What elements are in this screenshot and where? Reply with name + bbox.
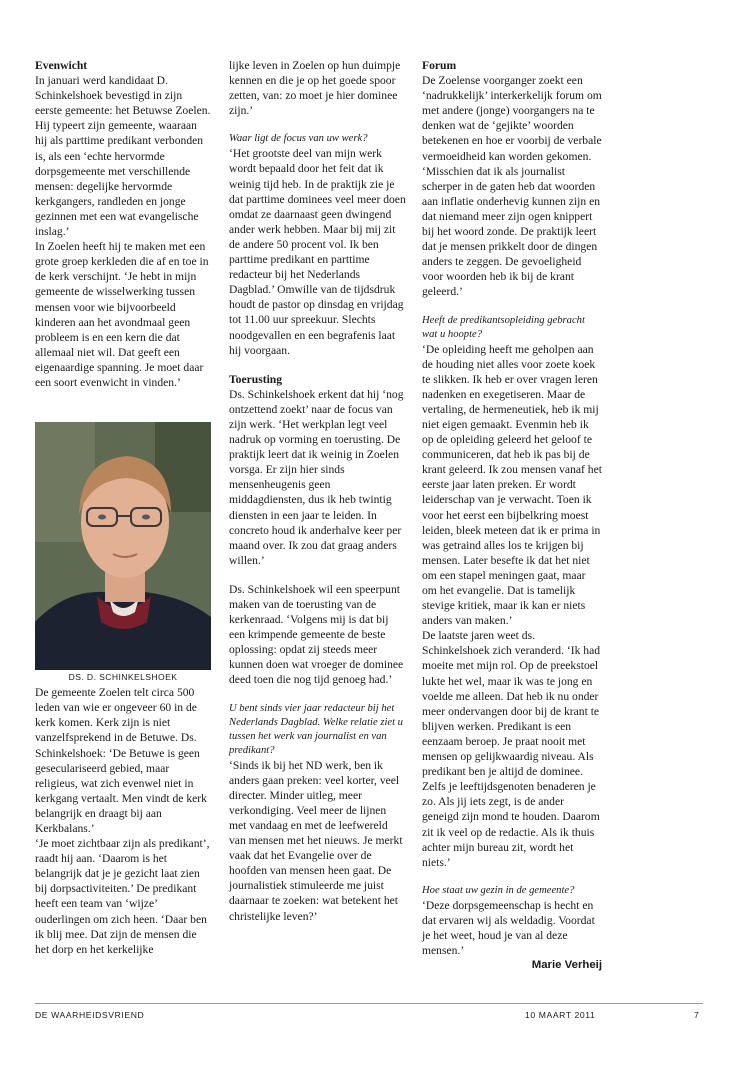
portrait-photo <box>35 422 211 670</box>
interview-question: U bent sinds vier jaar redacteur bij het Nederlands Dagblad. Welke relatie ziet u tussen het werk van journalist en van predikant? <box>229 702 403 756</box>
paragraph: ‘De opleiding heeft me geholpen aan de houding niet alles voor zoete koek te slikken. Ik heb er over vragen leren nadenken en exegetiseren. Maar de vertaling, de hermeneutiek, heb ik mij niet eigen gemaakt. Evenmin heb ik op de opleiding geleerd het geloof te communiceren, dat heb ik pas bij de krant geleerd. Ik zou mensen vanaf het eerste jaar laten preken. Er wordt leiderschap van je verwacht. Toen ik voor het eerst een bijbelkring moest leiden, bleek meteen dat ik er prima in was getraind alles los te krijgen bij mensen. Later besefte ik dat het niet om een stapel meningen gaat, maar om het evangelie. Dat is tamelijk stevige kritiek, maar ik kan er niets anders van maken.’ <box>422 342 602 628</box>
portrait-illustration <box>35 422 211 670</box>
paragraph: De laatste jaren weet ds. Schinkelshoek zich veranderd. ‘Ik had moeite met mijn rol. Op de preekstoel lukte het wel, maar ik was te jong en voelde me alleen. Dat heb ik nu onder meer ondervangen door bij de krant te blijven werken. Predikant is een eenzaam beroep. Je praat nooit met mensen op gelijkwaardig niveau. Als predikant ben je altijd de dominee. Zelfs je leeftijdsgenoten benaderen je zo. Als jij iets zegt, is de ander geneigd zijn mond te houden. Daarom zit ik veel op de redactie. Als ik thuis achter mijn bureau zit, wordt het niets.’ <box>422 629 601 869</box>
footer-magazine-name: DE WAARHEIDSVRIEND <box>35 1010 145 1020</box>
paragraph: Ds. Schinkelshoek erkent dat hij ‘nog ontzettend zoekt’ naar de focus van zijn werk. ‘Het werkplan legt veel nadruk op vorming en toerusting. De praktijk leert dat ik weinig in Zoelen vorsga. Er zijn hier sinds mensenheugenis geen middagdiensten, dus ik heb twintig diensten in een jaar te leiden. In concreto houd ik anderhalve keer per maand over. Ik zou dat graag anders willen.’ <box>229 387 404 567</box>
paragraph: De Zoelense voorganger zoekt een ‘nadrukkelijk’ interkerkelijk forum om met andere (jonge) voorgangers na te denken wat de ‘gejikte’ woorden betekenen en hoe er voorbij de verbale vermoeidheid kan worden gekomen. ‘Misschien dat ik als journalist scherper in de gaten heb dat woorden aan inflatie onderhevig kunnen zijn en dat niemand meer zijn ogen knippert bij het woord zonde. De praktijk leert dat je mensen prikkelt door de dingen anders te zeggen. De gevoeligheid voor woorden heb ik bij de krant geleerd.’ <box>422 74 602 299</box>
section-heading-evenwicht: Evenwicht <box>35 59 88 72</box>
spacer <box>229 118 406 132</box>
column-3 <box>422 58 602 973</box>
section-heading-forum: Forum <box>422 59 457 72</box>
spacer <box>229 568 406 582</box>
author-signature: Marie Verheij <box>531 959 602 972</box>
interview-question: Waar ligt de focus van uw werk? <box>229 133 368 145</box>
paragraph: In Zoelen heeft hij te maken met een grote groep kerkleden die af en toe in de kerk verschijnt. ‘Je hebt in mijn gemeente de wisselwerking tussen mensen voor wie bijvoorbeeld kinderen aan het avondmaal geen probleem is en een kern die dat allemaal niet wil. Dat geeft een eigenaardige spanning. Je moet daar een soort evenwicht in vinden.’ <box>35 240 209 389</box>
spacer <box>422 870 602 884</box>
spacer <box>229 358 406 372</box>
spacer <box>422 300 602 314</box>
footer-divider <box>35 1003 703 1004</box>
paragraph: lijke leven in Zoelen op hun duimpje kennen en die je op het goede spoor zetten, van: zo moet je hier dominee zijn.’ <box>229 59 401 118</box>
spacer <box>229 688 406 702</box>
paragraph: In januari werd kandidaat D. Schinkelshoek bevestigd in zijn eerste gemeente: het Betuwse Zoelen. Hij typeert zijn gemeente, waaraan hij als parttime predikant verbonden is, als een ‘echte hervormde dorpsgemeente met verschillende mensen: degelijke hervormde kerkgangers, randleden en jonge gezinnen met een wat evangelische inslag.’ <box>35 74 211 239</box>
interview-question: Hoe staat uw gezin in de gemeente? <box>422 884 575 896</box>
column-1 <box>35 58 211 957</box>
paragraph: ‘Je moet zichtbaar zijn als predikant’, raadt hij aan. ‘Daarom is het belangrijk dat je je gezicht laat zien bij dorpsactiviteiten.’ De predikant heeft een team van ‘wijze’ ouderlingen om zich heen. ‘Daar ben ik blij mee. Dat zijn de mensen die het dorp en het kerkelijke <box>35 837 210 956</box>
section-heading-toerusting: Toerusting <box>229 372 283 386</box>
paragraph: ‘Sinds ik bij het ND werk, ben ik anders gaan preken: veel korter, veel directer. Minder uitleg, meer verkondiging. Veel meer de lijnen met vandaag en met de leefwereld van mensen met het nieuws. Je merkt vaak dat het Evangelie over de hoofden van mensen heen gaat. De journalistiek stimuleerde me juist daarnaar te zoeken: wat betekent het christelijke leven?’ <box>229 758 403 923</box>
page-number: 7 <box>694 1010 700 1020</box>
paragraph: ‘Deze dorpsgemeenschap is hecht en dat ervaren wij als weldadig. Voordat je het weet, houd je van al deze mensen.’ <box>422 898 595 958</box>
column-2 <box>229 58 406 924</box>
photo-caption: DS. D. SCHINKELSHOEK <box>68 672 178 683</box>
footer-date: 10 MAART 2011 <box>525 1010 596 1020</box>
paragraph: ‘Het grootste deel van mijn werk wordt bepaald door het feit dat ik weinig tijd heb. In de praktijk zie je dat parttime dominees veel meer doen omdat ze daarnaast geen dwingend ander werk hebben. Maar bij mij zit de andere 50 procent vol. Ik ben parttime predikant en parttime redacteur bij het Nederlands Dagblad.’ Omwille van de tijdsdruk houdt de pastor op dinsdag en vrijdag tot 11.00 uur spreekuur. Slechts noodgevallen en een begrafenis laat hij voorgaan. <box>229 147 406 357</box>
interview-question: Heeft de predikantsopleiding gebracht wat u hoopte? <box>422 314 585 340</box>
paragraph: Ds. Schinkelshoek wil een speerpunt maken van de toerusting van de kerkenraad. ‘Volgens mij is dat bij een krimpende gemeente de beste oplossing: opdat zij steeds meer kunnen doen wat vroeger de dominee deed toen die nog tijd genoeg had.’ <box>229 582 404 687</box>
paragraph: De gemeente Zoelen telt circa 500 leden van wie er ongeveer 60 in de kerk komen. Kerk zijn is niet vanzelfsprekend in de Betuwe. Ds. Schinkelshoek: ‘De Betuwe is geen geseculariseerd gebied, maar religieus, wat zich evenwel niet in kerkgang vertaalt. Men vindt de kerk belangrijk en draagt bij aan Kerkbalans.’ <box>35 686 207 835</box>
